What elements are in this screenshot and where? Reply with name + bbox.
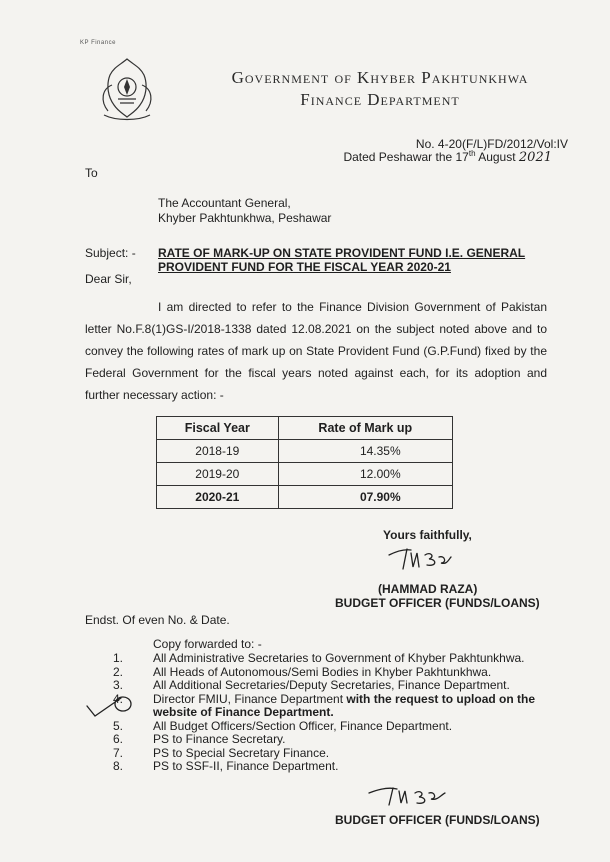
subject-label: Subject: - — [85, 246, 136, 260]
list-text: All Administrative Secretaries to Government of Khyber Pakhtunkhwa. — [153, 651, 525, 665]
list-item — [113, 679, 553, 693]
list-item — [113, 760, 553, 774]
signature-icon — [385, 543, 455, 573]
list-text-main: Director FMIU, Finance Department — [153, 691, 347, 706]
endorsement-line: Endst. Of even No. & Date. — [85, 613, 230, 627]
list-item — [113, 747, 553, 761]
date-year: 2021 — [518, 150, 552, 165]
table-header-row — [157, 417, 453, 440]
fiscal-year-cell: 2020-21 — [157, 486, 279, 509]
rate-cell: 07.90% — [278, 486, 452, 509]
header-fiscal-year: Fiscal Year — [157, 417, 279, 440]
seal-caption: KP Finance — [80, 40, 116, 46]
reference-number: No. 4-20(F/L)FD/2012/Vol:IV — [415, 137, 568, 151]
list-text-request: with the request to upload on the website of Finance Department. — [153, 691, 536, 719]
letterhead-government: Government of Khyber Pakhtunkhwa — [231, 68, 529, 87]
list-item — [113, 666, 553, 680]
list-text: All Additional Secretaries/Deputy Secretaries, Finance Department. — [153, 678, 510, 692]
addressee — [158, 196, 331, 226]
list-item — [113, 652, 553, 666]
addressee-line-1: The Accountant General, — [158, 196, 291, 210]
list-number: 3. — [113, 678, 124, 692]
reference-date — [343, 149, 552, 165]
signature-icon — [365, 783, 455, 809]
list-item — [113, 733, 553, 747]
list-number: 6. — [113, 732, 124, 746]
date-prefix: Dated Peshawar the 17 — [343, 150, 469, 164]
markup-rates-table — [156, 416, 453, 509]
fiscal-year-cell: 2018-19 — [157, 440, 279, 463]
table-row — [157, 486, 453, 509]
table-row — [157, 463, 453, 486]
list-text: PS to Special Secretary Finance. — [153, 745, 330, 760]
list-number: 1. — [113, 651, 124, 665]
copy-forwarded-label: Copy forwarded to: - — [153, 637, 262, 651]
list-item — [113, 693, 553, 720]
body-paragraph: I am directed to refer to the Finance Division Government of Pakistan letter No.F.8(1)GS-I/2018-1338 dated 12.08.2021 on the subject noted above and to convey the following rates of mark up on State Provident Fund (G.P.Fund) fixed by the Federal Government for the fiscal years noted against each, for its adoption and further necessary action: - — [85, 300, 547, 402]
list-number: 8. — [113, 759, 124, 773]
header-rate: Rate of Mark up — [278, 417, 452, 440]
closing: Yours faithfully, — [383, 528, 472, 542]
list-text — [153, 693, 553, 720]
fiscal-year-cell: 2019-20 — [157, 463, 279, 486]
footer-signatory-title: BUDGET OFFICER (FUNDS/LOANS) — [335, 813, 540, 827]
list-number: 7. — [113, 745, 124, 760]
subject-text: RATE OF MARK-UP ON STATE PROVIDENT FUND I.E. GENERAL PROVIDENT FUND FOR THE FISCAL YEAR 2020-21 — [158, 246, 526, 274]
list-text: PS to Finance Secretary. — [153, 732, 286, 746]
copy-list — [113, 652, 553, 774]
addressee-line-2: Khyber Pakhtunkhwa, Peshawar — [158, 211, 332, 225]
list-item — [113, 720, 553, 734]
list-text: PS to SSF-II, Finance Department. — [153, 759, 339, 773]
rate-cell: 12.00% — [278, 463, 452, 486]
list-number: 5. — [113, 718, 124, 733]
salutation: Dear Sir, — [85, 272, 132, 286]
date-suffix: th — [468, 149, 476, 158]
list-number: 2. — [113, 664, 124, 679]
list-text: All Heads of Autonomous/Semi Bodies in Khyber Pakhtunkhwa. — [153, 664, 492, 679]
rate-cell: 14.35% — [278, 440, 452, 463]
table-row — [157, 440, 453, 463]
letterhead-department: Finance Department — [300, 90, 460, 109]
list-number: 4. — [113, 691, 124, 706]
signatory-name: (HAMMAD RAZA) — [378, 582, 478, 596]
signatory-title: BUDGET OFFICER (FUNDS/LOANS) — [335, 596, 540, 610]
date-month: August — [475, 150, 519, 164]
to-label: To — [85, 166, 98, 180]
government-seal-icon — [92, 55, 162, 123]
list-text: All Budget Officers/Section Officer, Finance Department. — [153, 718, 453, 733]
